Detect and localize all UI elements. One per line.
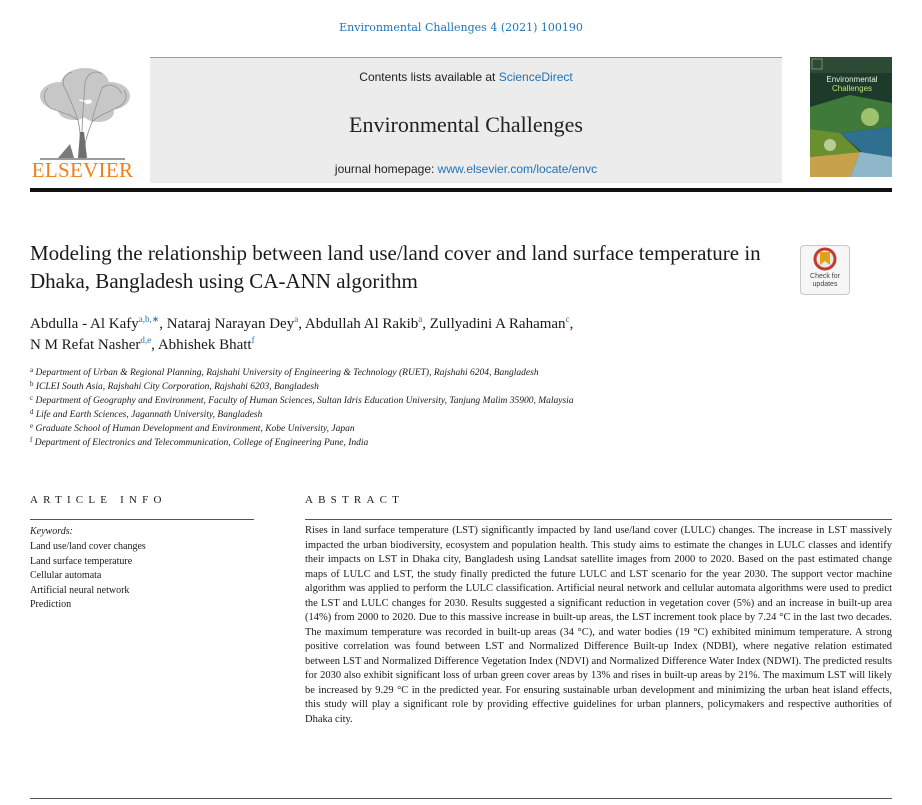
- header-top-rule: [150, 57, 782, 58]
- keyword-list: [30, 540, 146, 613]
- author-separator: ,: [422, 316, 430, 332]
- article-title: Modeling the relationship between land use/land cover and land surface temperature in Dhaka, Bangladesh using CA-ANN algorithm: [30, 241, 761, 293]
- sciencedirect-link[interactable]: ScienceDirect: [498, 70, 573, 84]
- article-info-heading: ARTICLE INFO: [30, 494, 167, 506]
- header-divider: [30, 188, 892, 192]
- affiliation-text: Department of Electronics and Telecommunication, College of Engineering Pune, India: [34, 438, 369, 448]
- affiliation-item: [30, 422, 870, 436]
- abstract-text: Rises in land surface temperature (LST) significantly impacted by land use/land cover (LULC) changes. The increase in LST massively impacted the urban biodiversity, ecosystem and population health. This study aims to estimate the changes in LULC classes and identify their impacts on LST in Dhaka city, Bangladesh using Landsat satellite images from 2000 to 2020. Based on the past estimated change maps of LULC and LST, the study finally predicted the future LULC and LST scenario for the year 2030. The support vector machine algorithm was applied to perform the LULC classification. Artificial neural network and cellular automata algorithms were used to predict the LST and LULC changes for 2030. Results suggested a significant reduction in vegetation cover (5%) and an increase in built-up area (14%) from 2000 to 2020. Due to this massive increase in built-up areas, the LST increment took place by 7.24 °C in the last two decades. The maximum temperature was recorded in built-up areas (34 °C), and water bodies (19 °C) exhibited minimum temperature. A strong positive correlation was found between LST and Normalized Difference Built-up Index (NDBI), where negative relation estimated between LST and Normalized Difference Vegetation Index (NDVI) and Normalized Difference Water Index (NDWI). The predicted results for 2030 also exhibit significant loss of urban green cover areas by 13% and rises in built-up areas by 21%. The maximum LST will likely be increased by 9.29 °C in the predicted year. For ensuring sustainable urban development and minimizing the urban heat island effects, this study will play a significant role by providing effective guidelines for urban planners, policymakers and respective authorities of Dhaka city.: [305, 525, 892, 725]
- affiliation-item: [30, 380, 870, 394]
- homepage-prefix: journal homepage:: [334, 162, 438, 176]
- author-name[interactable]: N M Refat Nasher: [30, 337, 141, 353]
- author-separator: ,: [159, 316, 167, 332]
- author-affiliation-marker[interactable]: c: [565, 314, 570, 324]
- author-name[interactable]: Abhishek Bhatt: [157, 337, 252, 353]
- affiliation-letter: d: [30, 408, 34, 416]
- article-info-rule: [30, 519, 254, 520]
- affiliation-letter: b: [30, 380, 34, 388]
- affiliation-text: Department of Urban & Regional Planning, Rajshahi University of Engineering & Technology (RUET), Rajshahi 6204, Bangladesh: [35, 368, 539, 378]
- abstract-rule: [305, 519, 892, 520]
- affiliation-letter: c: [30, 394, 34, 402]
- cover-title-line-2: Challenges: [831, 84, 873, 93]
- author-affiliation-marker[interactable]: a: [418, 314, 423, 324]
- affiliation-letter: e: [30, 422, 34, 430]
- updates-line-2: updates: [812, 281, 838, 288]
- affiliation-text: Department of Geography and Environment, Faculty of Human Sciences, Sultan Idris Education University, Tanjung Malim 35900, Malaysia: [35, 396, 574, 406]
- affiliation-text: Graduate School of Human Development and Environment, Kobe University, Japan: [35, 424, 355, 434]
- author-name[interactable]: Nataraj Narayan Dey: [166, 316, 295, 332]
- affiliation-letter: a: [30, 366, 34, 374]
- affiliation-list: [30, 366, 870, 450]
- publisher-wordmark[interactable]: ELSEVIER: [31, 158, 134, 182]
- affiliation-text: Life and Earth Sciences, Jagannath University, Bangladesh: [35, 410, 263, 420]
- keyword-item: Land use/land cover changes: [30, 541, 146, 552]
- author-separator: ,: [298, 316, 305, 332]
- author-name[interactable]: Zullyadini A Rahaman: [429, 316, 566, 332]
- contents-available-line: [150, 70, 782, 84]
- cover-title-line-1: Environmental: [826, 75, 878, 84]
- author-name[interactable]: Abdulla - Al Kafy: [30, 316, 139, 332]
- updates-line-1: Check for: [810, 273, 840, 280]
- author-affiliation-marker[interactable]: d,e: [140, 335, 152, 345]
- keyword-item: Cellular automata: [30, 570, 102, 581]
- check-for-updates-label[interactable]: [800, 273, 850, 289]
- author-affiliation-marker[interactable]: a,b,∗: [138, 314, 160, 324]
- keyword-item: Land surface temperature: [30, 555, 133, 567]
- affiliation-text: ICLEI South Asia, Rajshahi City Corporation, Rajshahi 6203, Bangladesh: [35, 382, 319, 392]
- affiliation-item: [30, 436, 870, 450]
- keyword-item: Artificial neural network: [30, 584, 130, 596]
- author-name[interactable]: Abdullah Al Rakib: [304, 316, 419, 332]
- affiliation-item: [30, 394, 870, 408]
- affiliation-item: [30, 366, 870, 380]
- affiliation-letter: f: [30, 436, 33, 444]
- author-list: [30, 314, 810, 356]
- affiliation-item: [30, 408, 870, 422]
- author-affiliation-marker[interactable]: f: [251, 335, 255, 345]
- bookmark-ribbon-icon: [801, 246, 849, 272]
- author-affiliation-marker[interactable]: a: [294, 314, 299, 324]
- contents-prefix: Contents lists available at: [359, 70, 499, 84]
- keyword-item: Prediction: [30, 599, 72, 610]
- journal-homepage-line: [150, 162, 782, 176]
- author-separator: ,: [569, 316, 574, 332]
- abstract-heading: ABSTRACT: [305, 494, 405, 506]
- homepage-link[interactable]: www.elsevier.com/locate/envc: [437, 162, 598, 176]
- footer-rule: [30, 798, 892, 799]
- journal-title: Environmental Challenges: [349, 112, 583, 137]
- journal-citation[interactable]: Environmental Challenges 4 (2021) 100190: [339, 21, 583, 34]
- author-separator: ,: [151, 337, 158, 353]
- keywords-label: Keywords:: [30, 526, 73, 537]
